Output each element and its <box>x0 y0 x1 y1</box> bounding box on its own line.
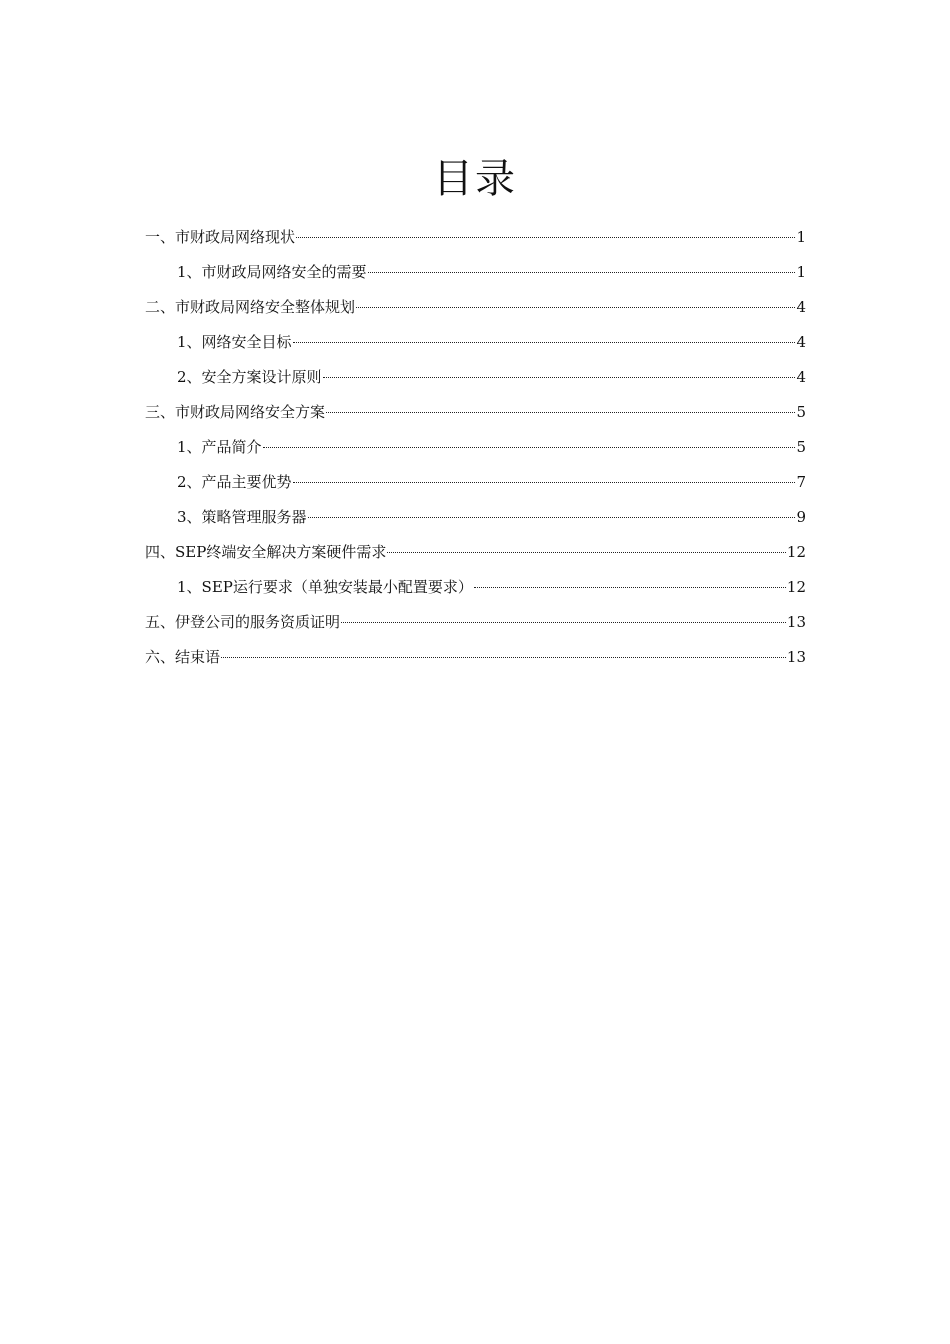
dot-leader <box>474 587 786 588</box>
toc-entry[interactable] <box>145 430 806 465</box>
toc-entry-label: 1、市财政局网络安全的需要 <box>177 263 367 281</box>
toc-entry[interactable] <box>145 535 806 570</box>
dot-leader <box>341 622 786 623</box>
dot-leader <box>296 237 795 238</box>
dot-leader <box>356 307 795 308</box>
toc-page-number: 4 <box>796 298 806 316</box>
dot-leader <box>263 447 796 448</box>
dot-leader <box>293 342 796 343</box>
toc-page-number: 5 <box>796 438 806 456</box>
toc-entry-label: 1、网络安全目标 <box>177 333 292 351</box>
toc-entry[interactable] <box>145 465 806 500</box>
toc-entry[interactable] <box>145 640 806 675</box>
toc-page-number: 1 <box>796 228 806 246</box>
toc-entry-label: 五、伊登公司的服务资质证明 <box>145 613 341 631</box>
toc-entry[interactable] <box>145 255 806 290</box>
toc-page-number: 13 <box>786 613 806 631</box>
dot-leader <box>293 482 796 483</box>
toc-entry-label: 六、结束语 <box>145 648 221 666</box>
toc-entry-label: 四、SEP终端安全解决方案硬件需求 <box>145 543 387 561</box>
toc-entry[interactable] <box>145 500 806 535</box>
toc-page-number: 4 <box>796 333 806 351</box>
toc-entry-label: 二、市财政局网络安全整体规划 <box>145 298 356 316</box>
toc-entry[interactable] <box>145 605 806 640</box>
toc-entry[interactable] <box>145 220 806 255</box>
dot-leader <box>221 657 786 658</box>
toc-entry-label: 一、市财政局网络现状 <box>145 228 296 246</box>
toc-entry[interactable] <box>145 325 806 360</box>
toc-page-number: 12 <box>786 578 806 596</box>
toc-page-number: 13 <box>786 648 806 666</box>
toc-page-number: 12 <box>786 543 806 561</box>
toc-entry[interactable] <box>145 290 806 325</box>
toc-entry[interactable] <box>145 570 806 605</box>
page-title: 目录 <box>433 155 517 202</box>
table-of-contents <box>145 220 806 675</box>
dot-leader <box>368 272 796 273</box>
toc-page-number: 7 <box>796 473 806 491</box>
toc-entry-label: 2、产品主要优势 <box>177 473 292 491</box>
dot-leader <box>387 552 786 553</box>
toc-entry[interactable] <box>145 360 806 395</box>
toc-entry-label: 三、市财政局网络安全方案 <box>145 403 326 421</box>
dot-leader <box>323 377 796 378</box>
toc-entry[interactable] <box>145 395 806 430</box>
dot-leader <box>326 412 795 413</box>
toc-page-number: 4 <box>796 368 806 386</box>
toc-entry-label: 1、产品简介 <box>177 438 262 456</box>
toc-entry-label: 2、安全方案设计原则 <box>177 368 322 386</box>
toc-entry-label: 1、SEP运行要求（单独安装最小配置要求） <box>177 578 473 596</box>
toc-page-number: 9 <box>796 508 806 526</box>
dot-leader <box>308 517 796 518</box>
toc-page-number: 5 <box>796 403 806 421</box>
toc-entry-label: 3、策略管理服务器 <box>177 508 307 526</box>
toc-page-number: 1 <box>796 263 806 281</box>
